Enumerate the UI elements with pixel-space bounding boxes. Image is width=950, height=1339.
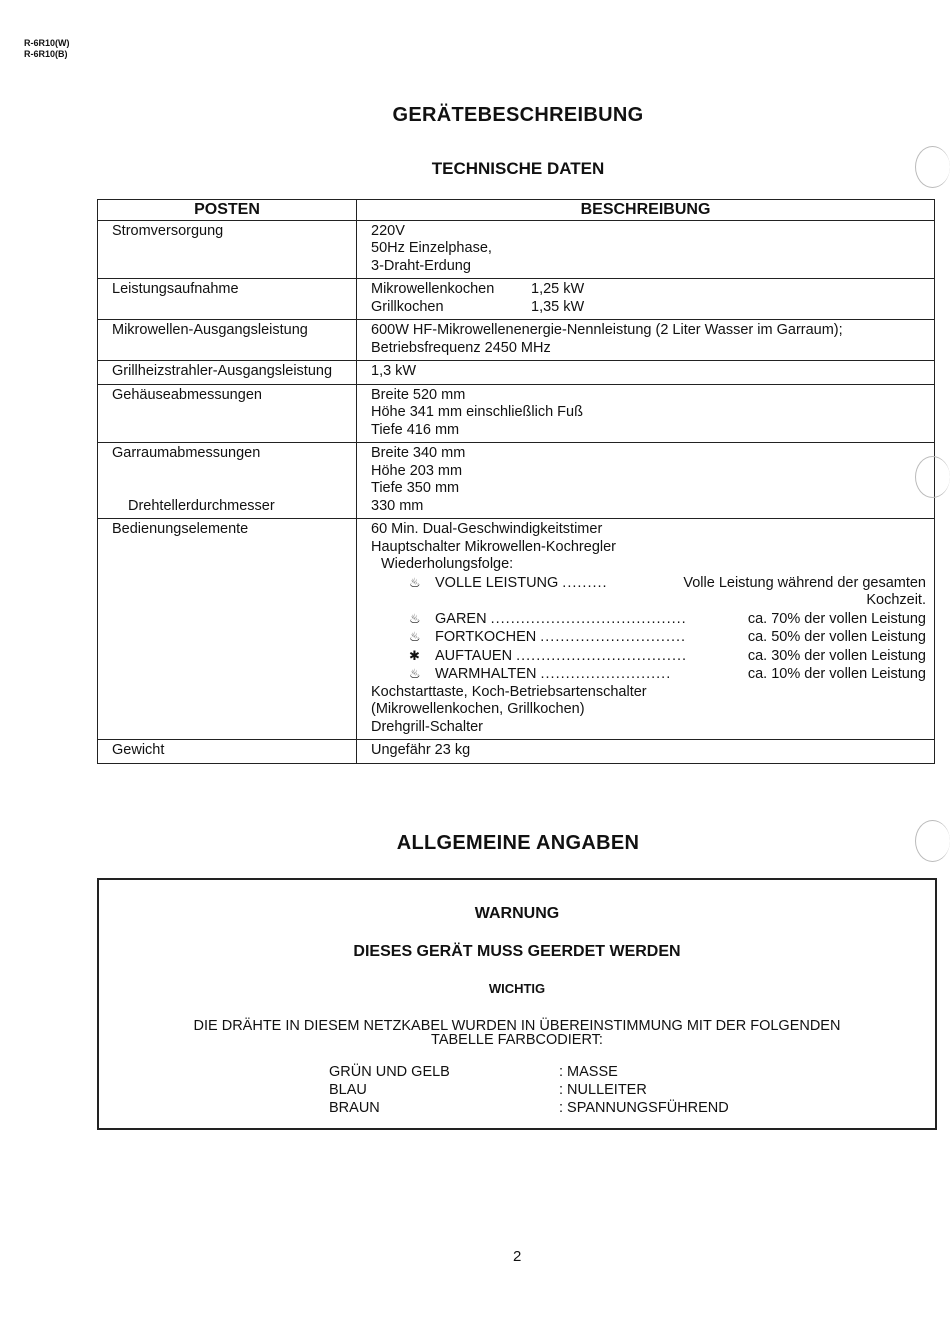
desc-line: 1,3 kW	[371, 363, 417, 379]
item-cell: Gehäuseabmessungen	[98, 384, 357, 443]
table-row	[98, 320, 935, 361]
mode-desc-cont: Kochzeit.	[866, 592, 926, 608]
table-row	[98, 740, 935, 764]
warning-line: DIESES GERÄT MUSS GEERDET WERDEN	[353, 943, 681, 960]
desc-line: Hauptschalter Mikrowellen-Kochregler	[371, 538, 616, 555]
desc-line: 60 Min. Dual-Geschwindigkeitstimer	[371, 521, 603, 537]
desc-line: Höhe 341 mm einschließlich Fuß	[371, 404, 583, 420]
keep-warm-icon: ♨	[409, 666, 421, 681]
wire-function: : SPANNUNGSFÜHREND	[559, 1100, 729, 1116]
mode-desc: ca. 70% der vollen Leistung	[747, 610, 926, 627]
cook-icon: ♨	[409, 610, 421, 626]
full-power-icon: ♨	[409, 574, 421, 590]
mode-dots: .........	[562, 574, 608, 591]
model-number: R-6R10(W)	[24, 38, 70, 48]
mode-name: GAREN	[435, 610, 487, 627]
pair-value: 1,25 kW	[531, 281, 585, 297]
desc-cell	[357, 279, 935, 320]
mode-desc: ca. 30% der vollen Leistung	[747, 647, 926, 664]
sequence-label: Wiederholungsfolge:	[381, 556, 514, 572]
wire-color: BRAUN	[329, 1100, 380, 1116]
table-row	[98, 220, 935, 279]
desc-cell	[357, 519, 935, 740]
mode-desc: ca. 50% der vollen Leistung	[747, 629, 926, 645]
desc-line: 220V	[371, 222, 405, 239]
section-title: ALLGEMEINE ANGABEN	[396, 832, 640, 854]
desc-line: (Mikrowellenkochen, Grillkochen)	[371, 701, 585, 717]
warning-box	[97, 878, 937, 1130]
wire-color-table	[329, 1063, 729, 1117]
desc-line: 600W HF-Mikrowellenenergie-Nennleistung (2 Liter Wasser im Garraum);	[371, 322, 843, 338]
desc-line: Tiefe 350 mm	[371, 480, 460, 496]
desc-cell	[357, 361, 935, 385]
column-header: POSTEN	[98, 200, 357, 221]
defrost-icon: ✱	[409, 647, 420, 663]
mode-name: AUFTAUEN	[435, 647, 513, 664]
desc-line: 50Hz Einzelphase,	[371, 240, 492, 256]
power-mode-row	[371, 665, 934, 684]
mode-name: FORTKOCHEN	[435, 629, 537, 645]
desc-line: Drehgrill-Schalter	[371, 718, 484, 735]
warning-important: WICHTIG	[488, 981, 546, 996]
table-row	[98, 279, 935, 320]
simmer-icon: ♨	[409, 629, 421, 644]
power-mode-row	[371, 628, 934, 647]
desc-line: Tiefe 416 mm	[371, 421, 460, 438]
table-row	[98, 361, 935, 385]
item-cell: Gewicht	[98, 740, 357, 764]
mode-name: WARMHALTEN	[435, 666, 537, 682]
item-cell: Mikrowellen-Ausgangsleistung	[98, 320, 357, 361]
desc-line: Kochstarttaste, Koch-Betriebsartenschalter	[371, 683, 647, 700]
mode-dots: ..........................	[540, 666, 672, 682]
warning-text: DIE DRÄHTE IN DIESEM NETZKABEL WURDEN IN ÜBEREINSTIMMUNG MIT DER FOLGENDEN	[193, 1018, 841, 1034]
desc-cell	[357, 220, 935, 279]
spec-table	[97, 199, 935, 764]
binder-hole-mark	[915, 456, 950, 498]
desc-pair	[371, 299, 934, 317]
item-cell	[98, 443, 357, 519]
warning-title: WARNUNG	[474, 905, 560, 922]
desc-line: Breite 520 mm	[371, 386, 466, 403]
item-cell: Leistungsaufnahme	[98, 279, 357, 320]
desc-line: 330 mm	[371, 497, 424, 514]
table-row	[98, 384, 935, 443]
wire-color: BLAU	[329, 1082, 367, 1098]
wire-color-row	[329, 1081, 729, 1099]
mode-dots: ..................................	[516, 647, 688, 664]
section-subtitle: TECHNISCHE DATEN	[431, 159, 605, 178]
mode-desc: ca. 10% der vollen Leistung	[747, 666, 926, 682]
page-number: 2	[513, 1248, 522, 1265]
wire-color: GRÜN UND GELB	[329, 1064, 450, 1080]
power-mode-row	[371, 610, 934, 629]
mode-name: VOLLE LEISTUNG	[435, 574, 559, 591]
wire-function: : NULLEITER	[559, 1082, 647, 1098]
column-header: BESCHREIBUNG	[357, 200, 935, 221]
item-cell: Bedienungselemente	[98, 519, 357, 740]
item-cell: Stromversorgung	[98, 220, 357, 279]
warning-text: TABELLE FARBCODIERT:	[431, 1032, 603, 1048]
wire-function: : MASSE	[559, 1064, 618, 1080]
desc-line: 3-Draht-Erdung	[371, 257, 471, 274]
power-mode-row	[371, 647, 934, 666]
wire-color-row	[329, 1099, 729, 1117]
desc-line: Breite 340 mm	[371, 445, 466, 461]
table-row	[98, 443, 935, 519]
binder-hole-mark	[915, 820, 950, 862]
model-numbers	[24, 38, 70, 60]
desc-line: Höhe 203 mm	[371, 462, 463, 479]
wire-color-row	[329, 1063, 729, 1081]
pair-label: Mikrowellenkochen	[371, 281, 495, 297]
desc-cell	[357, 384, 935, 443]
desc-cell	[357, 443, 935, 519]
pair-value: 1,35 kW	[531, 298, 585, 315]
desc-cell	[357, 320, 935, 361]
pair-label: Grillkochen	[371, 298, 444, 315]
mode-desc: Volle Leistung während der gesamten	[683, 574, 926, 591]
desc-line: Betriebsfrequenz 2450 MHz	[371, 339, 551, 356]
page-title: GERÄTEBESCHREIBUNG	[392, 104, 644, 126]
model-number: R-6R10(B)	[24, 49, 68, 59]
mode-dots: .............................	[540, 629, 687, 645]
table-header-row	[98, 200, 935, 221]
item-label: Garraumabmessungen	[112, 445, 261, 461]
desc-pair	[371, 281, 934, 299]
mode-dots: .......................................	[490, 610, 687, 627]
binder-hole-mark	[915, 146, 950, 188]
item-cell: Grillheizstrahler-Ausgangsleistung	[98, 361, 357, 385]
power-mode-row	[371, 574, 934, 593]
desc-line: Ungefähr 23 kg	[371, 742, 471, 758]
subitem-label: Drehtellerdurchmesser	[128, 497, 275, 514]
table-row	[98, 519, 935, 740]
desc-cell	[357, 740, 935, 764]
